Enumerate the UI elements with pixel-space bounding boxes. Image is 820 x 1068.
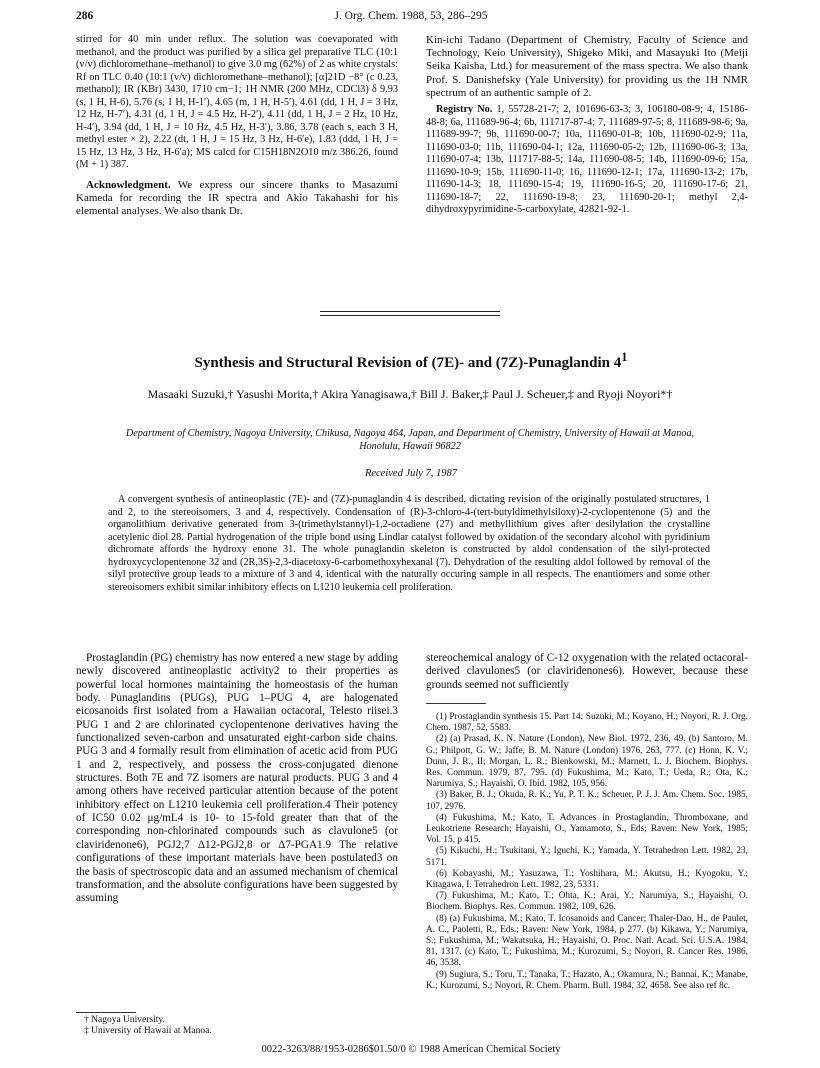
reference-item: (6) Kobayashi, M.; Yasuzawa, T.; Yoshihara, M.; Akutsu, H.; Kyogoku, Y.; Kitagawa, I. Tetrahedron Lett. 1982, 23, 5331. [426, 868, 748, 891]
reference-item: (1) Prostaglandin synthesis 15. Part 14: Suzuki, M.; Koyano, H.; Noyori, R. J. Org. Chem. 1987, 52, 5583. [426, 712, 748, 734]
acknowledgment-continued: Kin-ichi Tadano (Department of Chemistry, Faculty of Science and Technology, Keio University), Shigeko Miki, and Masayuki Ito (Meiji Seika Kaisha, Ltd.) for measurement of the mass spectra. We also thank Prof. S. Danishefsky (Yale University) for providing us the 1H NMR spectrum of an authentic sample of 2. [426, 34, 748, 99]
reference-item: (9) Sugiura, S.; Toru, T.; Tanaka, T.; Hazato, A.; Okamura, N.; Bannai, K.; Manabe, K.; Kurozumi, S.; Noyori, R. Chem. Pharm. Bull. 1984, 32, 4658. See also ref 8c. [426, 969, 748, 991]
acknowledgment-heading: Acknowledgment. [86, 178, 171, 191]
top-left-column [76, 34, 398, 218]
footnote-list [76, 1015, 398, 1037]
reference-item: (8) (a) Fukushima, M.; Kato, T. Icosanoids and Cancer; Thaler-Dao, H., de Paulet, A. C., Paoletti, R., Eds.; Raven: New York, 1984, p 277. (b) Kikawa, Y.; Narumiya, S.; Fukushima, M.; Wakatsuka, H.; Hayaishi, O. Proc. Natl. Acad. Sci. U.S.A. 1984, 81, 1317. (c) Kato, T.; Fukushima, M.; Kurozumi, S.; Noyori, R. Cancer Res. 1986, 46, 3538. [426, 913, 748, 969]
reference-item: (4) Fukushima, M.; Kato, T. Advances in Prostaglandin, Thromboxane, and Leukotriene Research; Hayaishi, O., Yamamoto, S., Eds; Raven: New York, 1985; Vol. 15, p 415. [426, 812, 748, 846]
acknowledgment [76, 179, 398, 219]
reference-item: (5) Kikuchi, H.; Tsukitani, Y.; Iguchi, K.; Yamada, Y. Tetrahedron Lett. 1982, 23, 5171. [426, 846, 748, 868]
abstract: A convergent synthesis of antineoplastic (7E)- and (7Z)-punaglandin 4 is described, dictating revision of the originally postulated structures, 1 and 2, to the stereoisomers, 3 and 4, respectively. Condensation of (R)-3-chloro-4-(tert-butyldimethylsiloxy)-2-cyclopentenone (5) and the organolithium derivative generated from 3-(trimethylstannyl)-1,2-octadiene (27) and methyllithium gives after desilylation the crystalline acetylenic diol 28. Partial hydrogenation of the triple bond using Lindlar catalyst followed by oxidation of the secondary alcohol with pyridinium dichromate affords the hydroxy enone 31. The whole punaglandin skeleton is constructed by aldol condensation of the silyl-protected hydroxycyclopentenone 32 and (2R,3S)-2,3-diacetoxy-6-carbomethoxyhexanal (7). Dehydration of the resulting aldol followed by removal of the silyl protective group leads to a mixture of 3 and 4, identical with the naturally occuring sample in all respects. The enantiomers and some other stereoisomers exhibit similar inhibitory effects on L1210 leukemia cell proliferation. [108, 494, 710, 593]
body-left-column: Prostaglandin (PG) chemistry has now entered a new stage by adding newly discovered antineoplastic activity2 to their properties as powerful local hormones maintaining the homeostasis of the human body. Punaglandins (PUGs), PUG 1–PUG 4, are halogenated eicosanoids first isolated from a Hawaiian octacoral, Telesto riisei.3 PUG 1 and 2 are chlorinated cyclopentenone derivatives having the functionalized seven-carbon and unsaturated eight-carbon side chains. PUG 3 and 4 formally result from elimination of acetic acid from PUG 1 and 2, respectively, and possess the cross-conjugated dienone structures. Both 7E and 7Z isomers are natural products. PUG 3 and 4 among others have received particular attention because of the potent inhibitory effect on L1210 leukemia cell proliferation.4 Their potency of IC50 0.02 μg/mL4 is 10- to 15-fold greater than that of the corresponding non-chlorinated compounds such as clavulone5 (or claviridenone6), PGJ2,7 Δ12-PGJ2,8 or Δ7-PGA1.9 The relative configurations of these important materials have been postulated3 on the basis of spectroscopic data and an assumed mechanism of chemical transformation, and the absolute configurations have been suggested by assuming [76, 652, 398, 905]
reference-item: (2) (a) Prasad, K. N. Nature (London), New Biol. 1972, 236, 49. (b) Santoro, M. G.; Philpott, G. W.; Jaffe, B. M. Nature (London) 1976, 263, 777. (c) Honn, K. V.; Dunn, J. R., II; Morgan, L. R.; Bienkowski, M.; Marnett, L. J. Biochem. Biophys. Res. Commun. 1979, 87, 795. (d) Fukushima, M.; Kato, T.; Ueda, R.; Ota, K.; Narumiya, S.; Hayaishi, O. Ibid. 1982, 105, 956. [426, 734, 748, 790]
footnote-divider [76, 1012, 136, 1013]
article-title-footnote-mark: 1 [621, 350, 628, 364]
article-title-text: Synthesis and Structural Revision of (7E)- and (7Z)-Punaglandin 4 [194, 355, 622, 371]
footnote-item: † Nagoya University. [84, 1015, 165, 1025]
section-divider-bottom [320, 315, 500, 316]
footnote-item: ‡ University of Hawaii at Manoa. [84, 1026, 212, 1037]
page-footer: 0022-3263/88/1953-0286$01.50/0 © 1988 American Chemical Society [261, 1044, 561, 1055]
reference-item: (7) Fukushima, M.; Kato, T.; Ohta, K.; Arai, Y.; Narumiya, S.; Hayaishi, O. Biochem. Biophys. Res. Commun. 1982, 109, 626. [426, 891, 748, 913]
page-number: 286 [76, 10, 94, 22]
journal-citation: J. Org. Chem. 1988, 53, 286–295 [334, 10, 488, 22]
registry-numbers [426, 104, 748, 217]
author-list: Masaaki Suzuki,† Yasushi Morita,† Akira Yanagisawa,† Bill J. Baker,‡ Paul J. Scheuer,‡ and Ryoji Noyori*† [147, 387, 673, 401]
references-divider [426, 703, 486, 704]
reference-item: (3) Baker, B. J.; Okuda, R. K.; Yu, P. T. K.; Scheuer, P. J. J. Am. Chem. Soc. 1985, 107, 2976. [426, 790, 748, 812]
affiliation: Department of Chemistry, Nagoya University, Chikusa, Nagoya 464, Japan, and Department of Chemistry, University of Hawaii at Manoa, Honolulu, Hawaii 96822 [125, 428, 695, 452]
page-header [76, 10, 746, 26]
section-divider-top [320, 311, 500, 312]
article-title [76, 350, 746, 372]
experimental-text: stirred for 40 min under reflux. The solution was coevaporated with methanol, and the product was purified by a silica gel preparative TLC (10:1 (v/v) dichloromethane–methanol) to give 3.0 mg (62%) of 2 as white crystals: Rf on TLC 0.40 (10:1 (v/v) dichloromethane–methanol); [α]21D −8° (c 0.23, methanol); IR (KBr) 3430, 1710 cm−1; 1H NMR (200 MHz, CDCl3) δ 9.93 (s, 1 H, H-6), 5.76 (s, 1 H, H-1′), 4.65 (m, 1 H, H-5′), 4.61 (dd, 1 H, J = 3 Hz, 12 Hz, H-7′), 4.31 (d, 1 H, J = 4.5 Hz, H-2′), 4.11 (dd, 1 H, J = 2 Hz, 10 Hz, H-4′), 3.94 (dd, 1 H, J = 10 Hz, 4.5 Hz, H-3′), 3.86, 3.78 (each s, each 3 H, methyl ester × 2), 2.22 (dt, 1 H, J = 15 Hz, 3 Hz, H-6′e), 1.83 (ddd, 1 H, J = 15 Hz, 13 Hz, 3 Hz, H-6′a); MS calcd for C15H18N2O10 m/z 386.26, found (M + 1) 387. [76, 34, 398, 170]
top-right-column [426, 34, 748, 217]
acknowledgment-text: We express our sincere thanks to Masazumi Kameda for recording the IR spectra and Akio Takahashi for his elemental analyses. We also thank Dr. [76, 178, 398, 217]
reference-list [426, 712, 748, 992]
body-right-column: stereochemical analogy of C-12 oxygenation with the related octacoral-derived clavulones5 (or claviridenones6). However, because these grounds seemed not sufficiently [426, 652, 748, 691]
received-date: Received July 7, 1987 [364, 468, 458, 479]
registry-text: 1, 55728-21-7; 2, 101696-63-3; 3, 106180-08-9; 4, 15186-48-8; 6a, 111689-96-4; 6b, 111717-87-4; 7, 111689-97-5; 8, 111689-98-6; 9a, 111689-99-7; 9b, 111690-00-7; 10a, 111690-01-8; 10b, 111690-02-9; 11a, 111690-03-0; 11b, 111690-04-1; 12a, 111690-05-2; 12b, 111690-06-3; 13a, 111690-07-4; 13b, 111717-88-5; 14a, 111690-08-5; 14b, 111690-09-6; 15a, 111690-10-9; 15b, 111690-11-0; 16, 111690-12-1; 17a, 111690-13-2; 17b, 111690-14-3; 18, 111690-15-4; 19, 111690-16-5; 20, 111690-17-6; 21, 111690-18-7; 22, 111690-19-8; 23, 111690-20-1; methyl 2,4-dihydroxypyrimidine-5-carboxylate, 42821-92-1. [426, 104, 749, 216]
registry-heading: Registry No. [436, 104, 493, 116]
